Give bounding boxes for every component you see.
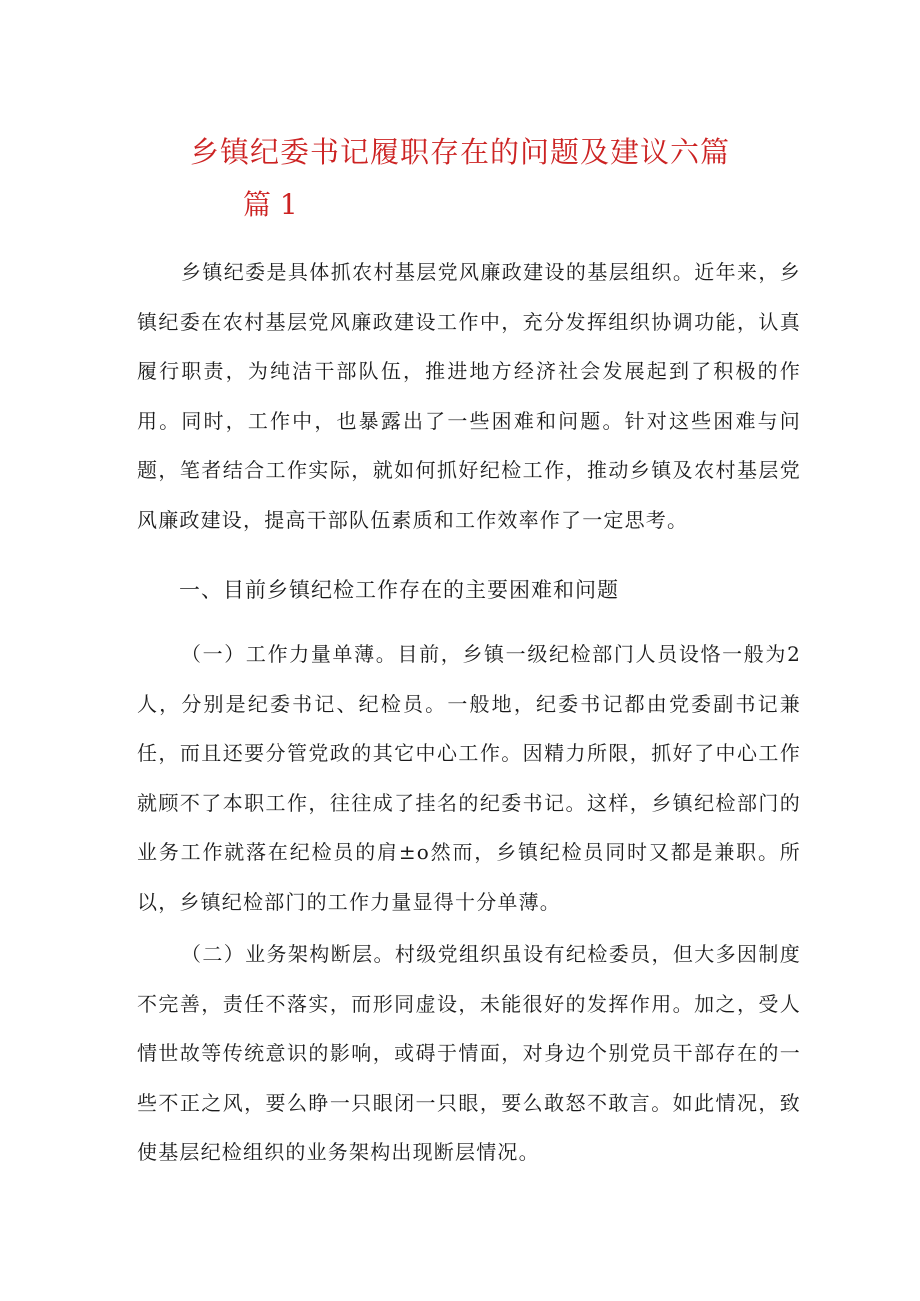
paragraph-structure: （二）业务架构断层。村级党组织虽设有纪检委员，但大多因制度不完善，责任不落实，而形同虚设，未能很好的发挥作用。加之，受人情世故等传统意识的影响，或碍于情面，对身边个别党员干部存在的一些不正之风，要么睁一只眼闭一只眼，要么敢怒不敢言。如此情况，致使基层纪检组织的业务架构出现断层情况。 [137,942,801,1164]
section-label: 篇 1 [243,188,298,221]
paragraph-intro: 乡镇纪委是具体抓农村基层党风廉政建设的基层组织。近年来，乡镇纪委在农村基层党风廉政建设工作中，充分发挥组织协调功能，认真履行职责，为纯洁干部队伍，推进地方经济社会发展起到了积极的作用。同时，工作中，也暴露出了一些困难和问题。针对这些困难与问题，笔者结合工作实际，就如何抓好纪检工作，推动乡镇及农村基层党风廉政建设，提高干部队伍素质和工作效率作了一定思考。 [137,260,801,532]
document-title: 乡镇纪委书记履职存在的问题及建议六篇 [189,135,730,169]
paragraph-workforce: （一）工作力量单薄。目前，乡镇一级纪检部门人员设恪一般为2人，分别是纪委书记、纪检员。一般地，纪委书记都由党委副书记兼任，而且还要分管党政的其它中心工作。因精力所限，抓好了中心工作就顾不了本职工作，往往成了挂名的纪委书记。这样，乡镇纪检部门的业务工作就落在纪检员的肩±o然而，乡镇纪检员同时又都是兼职。所以，乡镇纪检部门的工作力量显得十分单薄。 [137,642,801,914]
heading-problems: 一、目前乡镇纪检工作存在的主要困难和问题 [179,578,619,602]
